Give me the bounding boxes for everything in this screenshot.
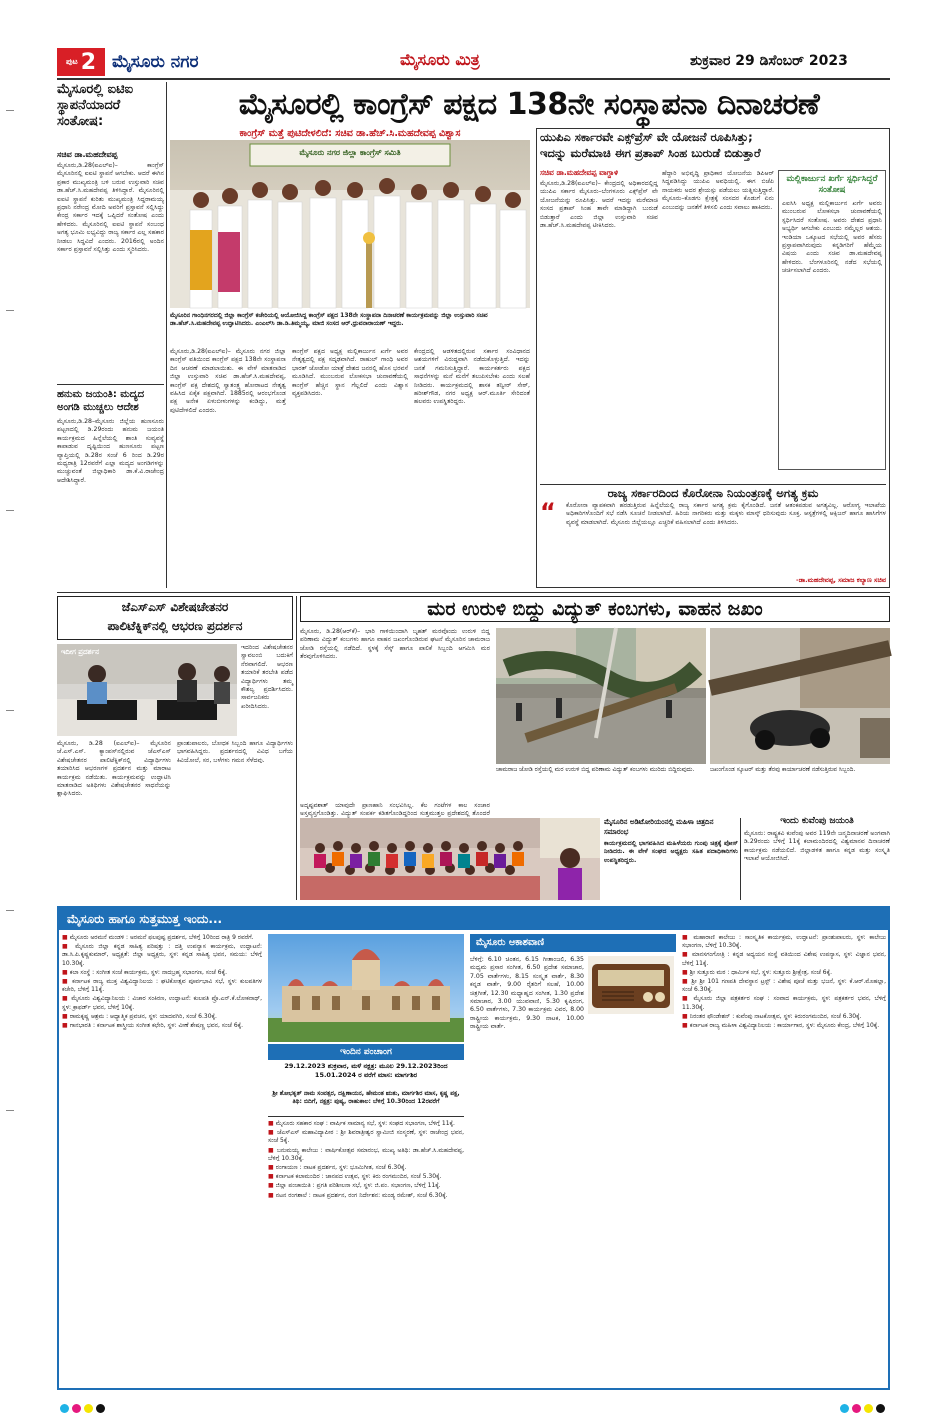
bullet-icon: ■: [268, 1182, 276, 1190]
expressway-body-col1: ಮೈಸೂರು,ಡಿ.28(ಐಎಲ್‌ಐ)– ಕೇಂದ್ರದಲ್ಲಿ ಅಧಿಕಾರದಲ್ಲಿದ್ದ ಯುಪಿಎ ಸರ್ಕಾರ ಮೈಸೂರು–ಬೆಂಗಳೂರು ಎಕ್ಸ್‌ಪ್ರೆಸ್ ವೇ ಯೋಜನೆಯನ್ನು ರೂಪಿಸಿತ್ತು. ಆದರೆ ಇದನ್ನು ಮರೆಮಾಚಿ ಸಂಸದ ಪ್ರತಾಪ್ ಸಿಂಹ ತಾವೇ ಮಾಡಿದ್ದಾಗಿ ಬುರುಡೆ ಬಿಡುತ್ತಾರೆ ಎಂದು ಜಿಲ್ಲಾ ಉಸ್ತುವಾರಿ ಸಚಿವ ಡಾ.ಹೆಚ್.ಸಿ.ಮಹದೇವಪ್ಪ ಟೀಕಿಸಿದರು.: [540, 180, 658, 230]
event-item: [268, 1192, 464, 1200]
event-item: [682, 1013, 886, 1021]
jss-side-body: ಇದರಿಂದ ವಿಶೇಷಚೇತನರ ಸ್ವಾವಲಂಬಿ ಬದುಕಿಗೆ ನೆರವಾಗಲಿದೆ. ಆಭರಣ ತಯಾರಿಕೆ ತರಬೇತಿ ಪಡೆದ ವಿದ್ಯಾರ್ಥಿಗಳು ತಮ್ಮ ಕೌಶಲ್ಯ ಪ್ರದರ್ಶಿಸಿದರು. ಸಾರ್ವಜನಿಕರು ಖರೀದಿಸಿದರು.: [241, 644, 293, 710]
registration-dot: [876, 1404, 885, 1413]
registration-mark: [6, 510, 14, 511]
event-item: [62, 934, 262, 942]
event-item: [268, 1173, 464, 1181]
main-body-col2: ಕಾಂಗ್ರೆಸ್ ಪಕ್ಷದ ಅಧ್ಯಕ್ಷ ಮಲ್ಲಿಕಾರ್ಜುನ ಖರ್ಗೆ ಅವರ ನೇತೃತ್ವದಲ್ಲಿ ಪಕ್ಷ ಸದೃಢವಾಗಿದೆ. ರಾಹುಲ್ ಗಾಂಧಿ ಅವರ ಭಾರತ್ ಜೋಡೋ ಯಾತ್ರೆ ದೇಶದ ಜನರಲ್ಲಿ ಹೊಸ ಭರವಸೆ ಮೂಡಿಸಿದೆ. ಮುಂಬರುವ ಲೋಕಸಭಾ ಚುನಾವಣೆಯಲ್ಲಿ ಕಾಂಗ್ರೆಸ್ ಹೆಚ್ಚಿನ ಸ್ಥಾನ ಗೆಲ್ಲಲಿದೆ ಎಂದು ವಿಶ್ವಾಸ ವ್ಯಕ್ತಪಡಿಸಿದರು.: [292, 348, 408, 398]
bullet-icon: ■: [682, 995, 694, 1003]
bullet-icon: ■: [682, 934, 694, 941]
header-rule: [57, 78, 890, 80]
today-col1: [62, 934, 262, 1386]
kuvempu-headline: ಇಂದು ಕುವೆಂಪು ಜಯಂತಿ: [780, 816, 854, 826]
today-col3: [682, 934, 886, 1386]
bullet-icon: ■: [268, 1129, 278, 1137]
page-number-badge: [57, 48, 105, 76]
registration-dot: [852, 1404, 861, 1413]
jss-exhibition-photo: [57, 644, 237, 736]
bullet-icon: ■: [268, 1120, 276, 1127]
kharge-headline: ಮಲ್ಲಿಕಾರ್ಜುನ ಖರ್ಗೆ ಸ್ಪರ್ಧಿಸಿದ್ದರೆ ಸಂತೋಷ: [786, 174, 878, 195]
event-text: ಮಹಾರಾಣಿ ಕಾಲೇಜು : ಸಾಂಸ್ಕೃತಿಕ ಕಾರ್ಯಕ್ರಮ, ಉದ್ಘಾಟನೆ: ಪ್ರಾಂಶುಪಾಲರು, ಸ್ಥಳ: ಕಾಲೇಜು ಸಭಾಂಗಣ, ಬೆಳಿಗ್ಗೆ 10.30ಕ್ಕೆ.: [682, 934, 887, 950]
iit-subhead: ಸಚಿವ ಡಾ.ಮಹದೇವಪ್ಪ: [57, 150, 118, 159]
panchanga-body: ಶ್ರೀ ಶೋಭಕೃತ್ ನಾಮ ಸಂವತ್ಸರ, ದಕ್ಷಿಣಾಯನ, ಹೇಮಂತ ಋತು, ಮಾರ್ಗಶಿರ ಮಾಸ, ಕೃಷ್ಣ ಪಕ್ಷ, ತಿಥಿ: ಬಿದಿಗೆ, ನಕ್ಷತ್ರ: ಪುಷ್ಯ, ರಾಹುಕಾಲ: ಬೆಳಿಗ್ಗೆ 10.30ರಿಂದ 12ರವರೆಗೆ: [272, 1090, 460, 1105]
bullet-icon: ■: [62, 968, 70, 976]
event-item: [682, 934, 886, 950]
event-item: [682, 995, 886, 1011]
iit-headline: ಮೈಸೂರಲ್ಲಿ ಐಟಿಐ ಸ್ಥಾಪನೆಯಾದರೆ ಸಂತೋಷ:: [57, 82, 133, 129]
event-text: ರಂಗಾಯಣ : ನಾಟಕ ಪ್ರದರ್ಶನ, ಸ್ಥಳ: ಭೂಮಿಗೀತ, ಸಂಜೆ 6.30ಕ್ಕೆ.: [275, 1164, 407, 1172]
tree-caption-2: ಜಖಂಗೊಂಡ ಸ್ಕೂಟರ್ ಮತ್ತು ತೆರವು ಕಾರ್ಯಾಚರಣೆ ನಡೆಸುತ್ತಿರುವ ಸಿಬ್ಬಂದಿ.: [710, 766, 856, 773]
panchanga-dates: 29.12.2023 ಶುಕ್ರವಾರ, ಮಳೆ ನಕ್ಷತ್ರ: ಮೂಲ 29.12.2023ರಿಂದ 15.01.2024 ರ ವರೆಗೆ ಮಾಸ: ಮಾರ್ಗಶಿರ: [284, 1062, 448, 1079]
jss-body-2: ಪ್ರಾಂಶುಪಾಲರು, ಬೋಧಕ ಸಿಬ್ಬಂದಿ ಹಾಗೂ ವಿದ್ಯಾರ್ಥಿಗಳು ಭಾಗವಹಿಸಿದ್ದರು. ಪ್ರದರ್ಶನದಲ್ಲಿ ವಿವಿಧ ಬಗೆಯ ಕಿವಿಯೋಲೆ, ಸರ, ಬಳೆಗಳು ಗಮನ ಸೆಳೆದವು.: [177, 740, 293, 764]
registration-mark: [6, 710, 14, 711]
bullet-icon: ■: [62, 1012, 70, 1020]
main-body-col1: ಮೈಸೂರು,ಡಿ.28(ಐಎಲ್‌ಐ)– ಮೈಸೂರು ನಗರ ಜಿಲ್ಲಾ ಕಾಂಗ್ರೆಸ್ ವತಿಯಿಂದ ಕಾಂಗ್ರೆಸ್ ಪಕ್ಷದ 138ನೇ ಸಂಸ್ಥಾಪನಾ ದಿನ ಆಚರಣೆ ಮಾಡಲಾಯಿತು. ಈ ವೇಳೆ ಮಾತನಾಡಿದ ಜಿಲ್ಲಾ ಉಸ್ತುವಾರಿ ಸಚಿವ ಡಾ.ಹೆಚ್.ಸಿ.ಮಹದೇವಪ್ಪ, ಕಾಂಗ್ರೆಸ್ ಪಕ್ಷ ದೇಶದಲ್ಲಿ ಸ್ವಾತಂತ್ರ್ಯ ಹೋರಾಟದ ನೇತೃತ್ವ ವಹಿಸಿದ ಏಕೈಕ ಪಕ್ಷವಾಗಿದೆ. 1885ರಲ್ಲಿ ಆರಂಭಗೊಂಡ ಪಕ್ಷ ಅನೇಕ ಏಳುಬೀಳುಗಳನ್ನು ಕಂಡಿದ್ದು, ಮತ್ತೆ ಪುಟಿದೇಳಲಿದೆ ಎಂದರು.: [170, 348, 286, 414]
expressway-byline: ಸಚಿವ ಡಾ.ಮಹದೇವಪ್ಪ ವಾಗ್ದಾಳಿ: [540, 168, 619, 177]
event-text: ರಾಮಕೃಷ್ಣ ಆಶ್ರಮ : ಆಧ್ಯಾತ್ಮಿಕ ಪ್ರವಚನ, ಸ್ಥಳ: ಯಾದವಗಿರಿ, ಸಂಜೆ 6.30ಕ್ಕೆ.: [69, 1012, 217, 1020]
bullet-icon: ■: [268, 1164, 276, 1172]
radio-icon: [588, 956, 674, 1014]
expressway-headline-1: ಯುಪಿಎ ಸರ್ಕಾರವೇ ಎಕ್ಸ್‌ಪ್ರೆಸ್ ವೇ ಯೋಜನೆ ರೂಪಿಸಿತ್ತು;: [540, 130, 753, 144]
quote-icon: “: [540, 498, 556, 526]
event-text: ಜಿಲ್ಲಾ ಪಂಚಾಯಿತಿ : ಪ್ರಗತಿ ಪರಿಶೀಲನಾ ಸಭೆ, ಸ್ಥಳ: ಜಿ.ಪಂ. ಸಭಾಂಗಣ, ಬೆಳಿಗ್ಗೆ 11ಕ್ಕೆ.: [275, 1182, 441, 1190]
event-item: [268, 1147, 464, 1163]
bullet-icon: ■: [62, 943, 76, 951]
jss-photo-text: ಇದೀಗ ಪ್ರದರ್ಶನ: [61, 648, 99, 656]
event-text: ಕಲಾ ಸಂಸ್ಥೆ : ಸಂಗೀತ ಸಂಜೆ ಕಾರ್ಯಕ್ರಮ, ಸ್ಥಳ: ನಾದಬ್ರಹ್ಮ ಸಭಾಂಗಣ, ಸಂಜೆ 6ಕ್ಕೆ.: [69, 968, 228, 976]
bullet-icon: ■: [268, 1173, 276, 1181]
tree-headline: ಮರ ಉರುಳಿ ಬಿದ್ದು ವಿದ್ಯುತ್ ಕಂಬಗಳು, ವಾಹನ ಜಖಂ: [427, 598, 763, 620]
column-rule: [166, 82, 167, 588]
event-text: ಕರ್ನಾಟಕ ರಾಜ್ಯ ಮುಕ್ತ ವಿಶ್ವವಿದ್ಯಾನಿಲಯ : ಘಟಿಕೋತ್ಸವ ಪೂರ್ವಭಾವಿ ಸಭೆ, ಸ್ಥಳ: ಕುಲಪತಿಗಳ ಕಚೇರಿ, ಬೆಳಿಗ್ಗೆ 11ಕ್ಕೆ.: [62, 978, 262, 994]
registration-mark: [6, 310, 14, 311]
tree-body-col1: ಮೈಸೂರು, ಡಿ.28(ಆರ್‌ಕೆ)– ಭಾರಿ ಗಾಳಿಯಿಂದಾಗಿ ಬೃಹತ್ ಮರವೊಂದು ಉರುಳಿ ಬಿದ್ದ ಪರಿಣಾಮ ವಿದ್ಯುತ್ ಕಂಬಗಳು ಹಾಗೂ ವಾಹನ ಜಖಂಗೊಂಡಿರುವ ಘಟನೆ ಮೈಸೂರಿನ ಚಾಮರಾಜ ಜೋಡಿ ರಸ್ತೆಯಲ್ಲಿ ನಡೆದಿದೆ. ಸ್ಥಳಕ್ಕೆ ಸೆಸ್ಕ್ ಹಾಗೂ ಪಾಲಿಕೆ ಸಿಬ್ಬಂದಿ ಆಗಮಿಸಿ ಮರ ತೆರವುಗೊಳಿಸಿದರು.: [300, 628, 490, 661]
event-text: ಮೈಸೂರು ಜಿಲ್ಲಾ ಪತ್ರಕರ್ತರ ಸಂಘ : ಸಂವಾದ ಕಾರ್ಯಕ್ರಮ, ಸ್ಥಳ: ಪತ್ರಕರ್ತರ ಭವನ, ಬೆಳಿಗ್ಗೆ 11.30ಕ್ಕೆ.: [682, 995, 886, 1011]
event-text: ಶ್ರೀ ಸುತ್ತೂರು ಮಠ : ಧಾರ್ಮಿಕ ಸಭೆ, ಸ್ಥಳ: ಸುತ್ತೂರು ಶ್ರೀಕ್ಷೇತ್ರ, ಸಂಜೆ 6ಕ್ಕೆ.: [689, 968, 833, 976]
expressway-headline-2: ಇದನ್ನು ಮರೆಮಾಚಿ ಈಗ ಪ್ರತಾಪ್ ಸಿಂಹ ಬುರುಡೆ ಬಿಡುತ್ತಾರೆ: [540, 146, 761, 160]
expressway-body-col2: ಹೆದ್ದಾರಿ ಅಭಿವೃದ್ಧಿ ಪ್ರಾಧಿಕಾರ ಯೋಜನೆಯ ಡಿಪಿಆರ್ ಸಿದ್ಧಪಡಿಸಿದ್ದು ಯುಪಿಎ ಅವಧಿಯಲ್ಲಿ. ಈಗ ಬಿಜೆಪಿ ನಾಯಕರು ಅದರ ಶ್ರೇಯಸ್ಸು ಪಡೆಯಲು ಯತ್ನಿಸುತ್ತಿದ್ದಾರೆ. ಮೈಸೂರು–ಕೊಡಗು ಕ್ಷೇತ್ರಕ್ಕೆ ಸಂಸದರ ಕೊಡುಗೆ ಏನು ಎಂಬುದನ್ನು ಜನತೆಗೆ ತಿಳಿಸಲಿ ಎಂದು ಸವಾಲು ಹಾಕಿದರು.: [662, 170, 774, 211]
radio-schedule: ಬೆಳಿಗ್ಗೆ: 6.10 ಚಿಂತನ, 6.15 ಗೀತಾಂಜಲಿ, 6.35 ಮಧ್ಯಮ ಪ್ರಸಾರ ಸಂಗೀತ, 6.50 ಪ್ರದೇಶ ಸಮಾಚಾರ, 7.05 ವಾರ್ತೆಗಳು, 8.15 ಸಂಸ್ಕೃತ ವಾರ್ತೆ, 8.30 ಕನ್ನಡ ವಾರ್ತೆ, 9.00 ರೈತರಿಗೆ ಸಲಹೆ, 10.00 ಚಿತ್ರಗೀತೆ, 12.30 ಮಧ್ಯಾಹ್ನದ ಸಂಗೀತ, 1.30 ಪ್ರದೇಶ ಸಮಾಚಾರ, 3.00 ಯುವವಾಣಿ, 5.30 ಕೃಷಿರಂಗ, 6.50 ವಾರ್ತೆಗಳು, 7.30 ಕಾರ್ಯಕ್ರಮ ವಿವರ, 8.00 ರಾಷ್ಟ್ರೀಯ ಕಾರ್ಯಕ್ರಮ, 9.30 ನಾಟಕ, 10.00 ರಾಷ್ಟ್ರೀಯ ವಾರ್ತೆ.: [470, 956, 584, 1031]
event-text: ಮೈಸೂರು ಜಿಲ್ಲಾ ಕನ್ನಡ ಸಾಹಿತ್ಯ ಪರಿಷತ್ತು : ದತ್ತಿ ಉಪನ್ಯಾಸ ಕಾರ್ಯಕ್ರಮ, ಉದ್ಘಾಟನೆ: ಡಾ.ಸಿ.ಪಿ.ಕೃಷ್ಣಕುಮಾರ್, ಅಧ್ಯಕ್ಷತೆ: ಜಿಲ್ಲಾ ಅಧ್ಯಕ್ಷರು, ಸ್ಥಳ: ಕನ್ನಡ ಸಾಹಿತ್ಯ ಭವನ, ಸಮಯ: ಬೆಳಿಗ್ಗೆ 10.30ಕ್ಕೆ.: [62, 943, 262, 967]
event-item: [268, 1120, 464, 1128]
tree-caption-1: ಚಾಮರಾಜ ಜೋಡಿ ರಸ್ತೆಯಲ್ಲಿ ಮರ ಉರುಳಿ ಬಿದ್ದ ಪರಿಣಾಮ ವಿದ್ಯುತ್ ಕಂಬಗಳು ಮುರಿದು ಬಿದ್ದಿರುವುದು.: [496, 766, 695, 773]
event-item: [62, 995, 262, 1011]
column-rule: [296, 596, 297, 900]
iit-body: ಮೈಸೂರು,ಡಿ.28(ಐಎಲ್‌ಐ)– ಕಾಂಗ್ರೆಸ್ ಮೈಸೂರಿನಲ್ಲಿ ಐಐಟಿ ಸ್ಥಾಪನೆ ಆಗಬೇಕು. ಆದರೆ ಈಗಿನ ಪ್ರಕಾರ ಮುಖ್ಯಮಂತ್ರಿ ಬಳಿ ಬರುವ ಉಸ್ತುವಾರಿ ಸಚಿವ ಡಾ.ಹೆಚ್.ಸಿ.ಮಹದೇವಪ್ಪ ತಿಳಿಸಿದ್ದಾರೆ. ಮೈಸೂರಿನಲ್ಲಿ ಐಐಟಿ ಸ್ಥಾಪನೆ ಕುರಿತು ಮುಖ್ಯಮಂತ್ರಿ ಸಿದ್ದರಾಮಯ್ಯ ಪ್ರಧಾನಿ ನರೇಂದ್ರ ಮೋದಿ ಅವರಿಗೆ ಪ್ರಸ್ತಾವನೆ ಸಲ್ಲಿಸಿದ್ದು ಕೇಂದ್ರ ಸರ್ಕಾರ ಇದಕ್ಕೆ ಒಪ್ಪಿದರೆ ಸಂತೋಷ ಎಂದು ಹೇಳಿದರು. ಮೈಸೂರಿನಲ್ಲಿ ಐಐಟಿ ಸ್ಥಾಪನೆ ಸಂಬಂಧ ಅಗತ್ಯ ಭೂಮಿ ಲಭ್ಯವಿದ್ದು ರಾಜ್ಯ ಸರ್ಕಾರ ಎಲ್ಲ ಸಹಕಾರ ನೀಡಲು ಸಿದ್ಧವಿದೆ ಎಂದರು. 2016ರಲ್ಲಿ ಅಂದಿನ ಸರ್ಕಾರ ಪ್ರಸ್ತಾವನೆ ಸಲ್ಲಿಸಿತ್ತು ಎಂದು ಸ್ಮರಿಸಿದರು.: [57, 162, 164, 254]
bullet-icon: ■: [62, 1022, 70, 1030]
hanuma-headline: ಹನುಮ ಜಯಂತಿ: ಮದ್ಯದ ಅಂಗಡಿ ಮುಚ್ಚಲು ಆದೇಶ: [57, 389, 145, 413]
event-text: ಗಾನಭಾರತಿ : ಕರ್ನಾಟಕ ಶಾಸ್ತ್ರೀಯ ಸಂಗೀತ ಕಛೇರಿ, ಸ್ಥಳ: ವೀಣೆ ಶೇಷಣ್ಣ ಭವನ, ಸಂಜೆ 6ಕ್ಕೆ.: [69, 1022, 244, 1030]
event-item: [268, 1129, 464, 1145]
registration-dot: [864, 1404, 873, 1413]
radio-title: ಮೈಸೂರು ಆಕಾಶವಾಣಿ: [470, 934, 676, 952]
registration-mark: [6, 1110, 14, 1111]
registration-dot: [96, 1404, 105, 1413]
event-item: [268, 1164, 464, 1172]
event-item: [62, 1022, 262, 1030]
today-title: ಮೈಸೂರು ಹಾಗೂ ಸುತ್ತಮುತ್ತ ಇಂದು...: [59, 908, 888, 930]
bullet-icon: ■: [682, 1022, 690, 1030]
newspaper-brand: ಮೈಸೂರು ಮಿತ್ರ: [400, 50, 480, 69]
page-label: ಪುಟ: [65, 57, 78, 66]
event-banner: ಮೈಸೂರು ನಗರ ಜಿಲ್ಲಾ ಕಾಂಗ್ರೆಸ್ ಸಮಿತಿ: [299, 148, 401, 157]
event-text: ಕರ್ನಾಟಕ ರಾಜ್ಯ ಮಹಿಳಾ ವಿಶ್ವವಿದ್ಯಾನಿಲಯ : ಕಾರ್ಯಾಗಾರ, ಸ್ಥಳ: ಮೈಸೂರು ಕೇಂದ್ರ, ಬೆಳಿಗ್ಗೆ 10ಕ್ಕೆ.: [689, 1022, 880, 1030]
bullet-icon: ■: [682, 1012, 690, 1020]
jss-body: ಮೈಸೂರು, ಡಿ.28 (ಐಎಲ್‌ಐ)– ಮೈಸೂರಿನ ಜೆ.ಎಸ್.ಎಸ್. ಕ್ಯಾಂಪಸ್‌ನಲ್ಲಿರುವ ಜೆಎಸ್‌ಎಸ್ ವಿಶೇಷಚೇತನರ ಪಾಲಿಟೆಕ್ನಿಕ್‌ನಲ್ಲಿ ವಿದ್ಯಾರ್ಥಿಗಳು ತಯಾರಿಸಿದ ಆಭರಣಗಳ ಪ್ರದರ್ಶನ ಮತ್ತು ಮಾರಾಟ ಕಾರ್ಯಕ್ರಮ ನಡೆಯಿತು. ಕಾರ್ಯಕ್ರಮವನ್ನು ಉದ್ಘಾಟಿಸಿ ಮಾತನಾಡಿದ ಅತಿಥಿಗಳು ವಿಶೇಷಚೇತನರ ಸಾಧನೆಯನ್ನು ಶ್ಲಾಘಿಸಿದರು.: [57, 740, 171, 798]
damaged-scooter-photo: [710, 628, 890, 764]
bullet-icon: ■: [682, 978, 692, 986]
women-headline: ಮೈಸೂರಿನ ಅಡಿಟೋರಿಯಂನಲ್ಲಿ ಮಹಿಳಾ ಚಿತ್ರದಿನ ಸಮಾರಂಭ: [604, 818, 714, 836]
main-headline: ಮೈಸೂರಲ್ಲಿ ಕಾಂಗ್ರೆಸ್ ಪಕ್ಷದ 138ನೇ ಸಂಸ್ಥಾಪನಾ ದಿನಾಚರಣೆ: [238, 86, 820, 122]
congress-event-photo: [170, 140, 530, 308]
kharge-body: ಎಐಸಿಸಿ ಅಧ್ಯಕ್ಷ ಮಲ್ಲಿಕಾರ್ಜುನ ಖರ್ಗೆ ಅವರು ಮುಂಬರುವ ಲೋಕಸಭಾ ಚುನಾವಣೆಯಲ್ಲಿ ಸ್ಪರ್ಧಿಸಿದರೆ ಸಂತೋಷ. ಅವರು ದೇಶದ ಪ್ರಧಾನಿ ಅಭ್ಯರ್ಥಿ ಆಗಬೇಕು ಎಂಬುದು ನಮ್ಮೆಲ್ಲರ ಆಶಯ. ಇಂಡಿಯಾ ಒಕ್ಕೂಟದ ಸಭೆಯಲ್ಲಿ ಅವರ ಹೆಸರು ಪ್ರಸ್ತಾಪವಾಗಿರುವುದು ಕನ್ನಡಿಗರಿಗೆ ಹೆಮ್ಮೆಯ ವಿಷಯ ಎಂದು ಸಚಿವ ಡಾ.ಮಹದೇವಪ್ಪ ಹೇಳಿದರು. ಬೆಂಗಳೂರಿನಲ್ಲಿ ನಡೆದ ಸಭೆಯಲ್ಲಿ ಚರ್ಚಿಸಲಾಗಿದೆ ಎಂದರು.: [782, 200, 882, 275]
event-text: ಕರ್ನಾಟಕ ಕಲಾಮಂದಿರ : ಜಾನಪದ ಉತ್ಸವ, ಸ್ಥಳ: ಕಿರು ರಂಗಮಂದಿರ, ಸಂಜೆ 5.30ಕ್ಕೆ.: [275, 1173, 442, 1181]
event-item: [268, 1182, 464, 1190]
divider: [268, 1116, 464, 1117]
event-item: [62, 978, 262, 994]
event-item: [62, 969, 262, 977]
event-text: ನಟನ ರಂಗಶಾಲೆ : ನಾಟಕ ಪ್ರದರ್ಶನ, ರಂಗ ನಿರ್ದೇಶನ: ಮಂಡ್ಯ ರಮೇಶ್, ಸಂಜೆ 6.30ಕ್ಕೆ.: [275, 1191, 448, 1199]
jss-headline-2: ಪಾಲಿಟೆಕ್ನಿಕ್‌ನಲ್ಲಿ ಆಭರಣ ಪ್ರದರ್ಶನ: [107, 619, 243, 633]
page-number: 2: [80, 49, 97, 75]
event-item: [62, 943, 262, 968]
event-item: [682, 951, 886, 967]
corona-body: ಕೊರೋನಾ ವ್ಯಾಪಕವಾಗಿ ಹರಡುತ್ತಿರುವ ಹಿನ್ನೆಲೆಯಲ್ಲಿ ರಾಜ್ಯ ಸರ್ಕಾರ ಅಗತ್ಯ ಕ್ರಮ ಕೈಗೊಂಡಿದೆ. ಜನತೆ ಆತಂಕಪಡುವ ಅಗತ್ಯವಿಲ್ಲ. ಆರೋಗ್ಯ ಇಲಾಖೆಯ ಅಧಿಕಾರಿಗಳೊಂದಿಗೆ ಸಭೆ ನಡೆಸಿ ಸೂಚನೆ ನೀಡಲಾಗಿದೆ. ಹಿರಿಯ ನಾಗರಿಕರು ಮತ್ತು ಮಕ್ಕಳು ಮಾಸ್ಕ್ ಧರಿಸುವುದು ಸೂಕ್ತ. ಆಸ್ಪತ್ರೆಗಳಲ್ಲಿ ಆಕ್ಸಿಜನ್ ಹಾಗೂ ಹಾಸಿಗೆಗಳ ವ್ಯವಸ್ಥೆ ಮಾಡಲಾಗಿದೆ. ಮೈಸೂರು ಜಿಲ್ಲೆಯಲ್ಲೂ ಎಚ್ಚರಿಕೆ ವಹಿಸಲಾಗಿದೆ ಎಂದು ತಿಳಿಸಿದರು.: [566, 502, 886, 526]
event-text: ಮಾನಸಗಂಗೋತ್ರಿ : ಕನ್ನಡ ಅಧ್ಯಯನ ಸಂಸ್ಥೆ ವತಿಯಿಂದ ವಿಶೇಷ ಉಪನ್ಯಾಸ, ಸ್ಥಳ: ವಿಜ್ಞಾನ ಭವನ, ಬೆಳಿಗ್ಗೆ 11ಕ್ಕೆ.: [682, 951, 887, 967]
registration-dot: [84, 1404, 93, 1413]
bullet-icon: ■: [268, 1191, 276, 1199]
bullet-icon: ■: [62, 978, 73, 986]
tree-body-col2: ಅದೃಷ್ಟವಶಾತ್ ಯಾವುದೇ ಪ್ರಾಣಹಾನಿ ಸಂಭವಿಸಿಲ್ಲ. ಕೆಲ ಗಂಟೆಗಳ ಕಾಲ ಸಂಚಾರ ಅಸ್ತವ್ಯಸ್ತಗೊಂಡಿತ್ತು. ವಿದ್ಯುತ್ ಸಂಪರ್ಕ ಕಡಿತಗೊಂಡಿದ್ದರಿಂದ ಸುತ್ತಮುತ್ತಲ ಪ್ರದೇಶದಲ್ಲಿ ತೊಂದರೆ: [300, 802, 490, 818]
women-group-photo: [300, 818, 600, 900]
hanuma-body: ಮೈಸೂರು,ಡಿ.28–ಮೈಸೂರು ಜಿಲ್ಲೆಯ ಹುಣಸೂರು ಪಟ್ಟಣದಲ್ಲಿ ಡಿ.29ರಂದು ಹನುಮ ಜಯಂತಿ ಕಾರ್ಯಕ್ರಮದ ಹಿನ್ನೆಲೆಯಲ್ಲಿ ಶಾಂತಿ ಸುವ್ಯವಸ್ಥೆ ಕಾಪಾಡುವ ದೃಷ್ಟಿಯಿಂದ ಹುಣಸೂರು ಪಟ್ಟಣ ವ್ಯಾಪ್ತಿಯಲ್ಲಿ ಡಿ.28ರ ಸಂಜೆ 6 ರಿಂದ ಡಿ.29ರ ಮಧ್ಯರಾತ್ರಿ 12ರವರೆಗೆ ಎಲ್ಲಾ ಮದ್ಯದ ಅಂಗಡಿಗಳನ್ನು ಮುಚ್ಚುವಂತೆ ಜಿಲ್ಲಾಧಿಕಾರಿ ಡಾ.ಕೆ.ವಿ.ರಾಜೇಂದ್ರ ಆದೇಶಿಸಿದ್ದಾರೆ.: [57, 418, 164, 484]
section-title: ಮೈಸೂರು ನಗರ: [112, 52, 199, 72]
main-body-col3: ಕೇಂದ್ರದಲ್ಲಿ ಆಡಳಿತದಲ್ಲಿರುವ ಸರ್ಕಾರ ಸಂವಿಧಾನದ ಆಶಯಗಳಿಗೆ ವಿರುದ್ಧವಾಗಿ ನಡೆದುಕೊಳ್ಳುತ್ತಿದೆ. ಇದನ್ನು ಜನತೆ ಗಮನಿಸುತ್ತಿದ್ದಾರೆ. ಕಾರ್ಯಕರ್ತರು ಪಕ್ಷದ ಸಾಧನೆಗಳನ್ನು ಮನೆ ಮನೆಗೆ ತಲುಪಿಸಬೇಕು ಎಂದು ಸಲಹೆ ನೀಡಿದರು. ಕಾರ್ಯಕ್ರಮದಲ್ಲಿ ಶಾಸಕ ತನ್ವೀರ್ ಸೇಠ್, ಹರೀಶ್‌ಗೌಡ, ನಗರ ಅಧ್ಯಕ್ಷ ಆರ್.ಮೂರ್ತಿ ಸೇರಿದಂತೆ ಹಲವರು ಉಪಸ್ಥಿತರಿದ್ದರು.: [414, 348, 530, 406]
issue-date: ಶುಕ್ರವಾರ 29 ಡಿಸೆಂಬರ್ 2023: [690, 53, 848, 69]
bullet-icon: ■: [62, 995, 72, 1003]
event-text: ನಿರಂತರ ಫೌಂಡೇಶನ್ : ಕುವೆಂಪು ನಾಟಕೋತ್ಸವ, ಸ್ಥಳ: ಕಿರುರಂಗಮಂದಿರ, ಸಂಜೆ 6.30ಕ್ಕೆ.: [689, 1012, 862, 1020]
event-text: ಶ್ರೀ ಶ್ರೀ 101 ಗಣಪತಿ ದೇವಸ್ಥಾನ ಟ್ರಸ್ಟ್ : ವಿಶೇಷ ಪೂಜೆ ಮತ್ತು ಭಜನೆ, ಸ್ಥಳ: ಕೆ.ಆರ್.ಮೊಹಲ್ಲಾ, ಸಂಜೆ 6.30ಕ್ಕೆ.: [682, 978, 886, 994]
registration-mark: [6, 910, 14, 911]
today-col2: [268, 1120, 464, 1386]
bullet-icon: ■: [682, 968, 690, 976]
registration-dot: [60, 1404, 69, 1413]
event-text: ಜೆಎಸ್‌ಎಸ್ ಮಹಾವಿದ್ಯಾಪೀಠ : ಶ್ರೀ ಶಿವರಾತ್ರೀಶ್ವರ ಸ್ವಾಮೀಜಿ ಸಂಸ್ಮರಣೆ, ಸ್ಥಳ: ರಾಜೇಂದ್ರ ಭವನ, ಸಂಜೆ 5ಕ್ಕೆ.: [268, 1129, 465, 1145]
event-text: ಮೈಸೂರು ವಿಶ್ವವಿದ್ಯಾನಿಲಯ : ವಿಚಾರ ಸಂಕಿರಣ, ಉದ್ಘಾಟನೆ: ಕುಲಪತಿ ಪ್ರೊ.ಎನ್.ಕೆ.ಲೋಕನಾಥ್, ಸ್ಥಳ: ಕ್ರಾಫರ್ಡ್ ಭವನ, ಬೆಳಿಗ್ಗೆ 10ಕ್ಕೆ.: [62, 995, 262, 1011]
divider: [57, 592, 890, 593]
jss-headline-1: ಜೆಎಸ್‌ಎಸ್ ವಿಶೇಷಚೇತನರ: [121, 600, 229, 614]
event-item: [62, 1013, 262, 1021]
main-subhead: ಕಾಂಗ್ರೆಸ್ ಮತ್ತೆ ಪುಟಿದೇಳಲಿದೆ: ಸಚಿವ ಡಾ.ಹೆಚ್.ಸಿ.ಮಹದೇವಪ್ಪ ವಿಶ್ವಾಸ: [239, 128, 461, 139]
registration-dot: [72, 1404, 81, 1413]
event-text: ಮೈಸೂರು ಅರಮನೆ ಮಂಡಳಿ : ಅರಮನೆ ಫಲಪುಷ್ಪ ಪ್ರದರ್ಶನ, ಬೆಳಿಗ್ಗೆ 10ರಿಂದ ರಾತ್ರಿ 9 ರವರೆಗೆ.: [69, 934, 254, 941]
event-text: ಬನುಮಯ್ಯ ಕಾಲೇಜು : ವಾರ್ಷಿಕೋತ್ಸವ ಸಮಾರಂಭ, ಮುಖ್ಯ ಅತಿಥಿ: ಡಾ.ಹೆಚ್.ಸಿ.ಮಹದೇವಪ್ಪ, ಬೆಳಿಗ್ಗೆ 10.30ಕ್ಕೆ.: [268, 1146, 464, 1162]
corona-credit: -ಡಾ.ಮಹದೇವಪ್ಪ, ಸಮಾಜ ಕಲ್ಯಾಣ ಸಚಿವ: [796, 576, 886, 584]
mysore-palace-photo: [268, 934, 464, 1042]
fallen-tree-photo: [496, 628, 706, 764]
main-photo-caption: ಮೈಸೂರಿನ ಗಾಂಧಿನಗರದಲ್ಲಿ ಜಿಲ್ಲಾ ಕಾಂಗ್ರೆಸ್ ಕಚೇರಿಯಲ್ಲಿ ಆಯೋಜಿಸಿದ್ದ ಕಾಂಗ್ರೆಸ್ ಪಕ್ಷದ 138ನೇ ಸಂಸ್ಥಾಪನಾ ದಿನಾಚರಣೆ ಕಾರ್ಯಕ್ರಮವನ್ನು ಜಿಲ್ಲಾ ಉಸ್ತುವಾರಿ ಸಚಿವ ಡಾ.ಹೆಚ್.ಸಿ.ಮಹದೇವಪ್ಪ ಉದ್ಘಾಟಿಸಿದರು. ಎಂಎಲ್‌ಸಿ ಡಾ.ಡಿ.ತಿಮ್ಮಯ್ಯ, ಮಾಜಿ ಸಂಸದ ಆರ್.ಧ್ರುವನಾರಾಯಣ್ ಇದ್ದರು.: [170, 312, 488, 327]
corona-headline: ರಾಜ್ಯ ಸರ್ಕಾರದಿಂದ ಕೊರೋನಾ ನಿಯಂತ್ರಣಕ್ಕೆ ಅಗತ್ಯ ಕ್ರಮ: [607, 486, 819, 500]
registration-mark: [6, 110, 14, 111]
event-item: [682, 1022, 886, 1030]
event-item: [682, 978, 886, 994]
bullet-icon: ■: [62, 934, 70, 941]
bullet-icon: ■: [268, 1146, 277, 1154]
bullet-icon: ■: [682, 951, 692, 959]
kuvempu-body: ಮೈಸೂರು: ರಾಷ್ಟ್ರಕವಿ ಕುವೆಂಪು ಅವರ 119ನೇ ಜನ್ಮದಿನಾಚರಣೆ ಅಂಗವಾಗಿ ಡಿ.29ರಂದು ಬೆಳಿಗ್ಗೆ 11ಕ್ಕೆ ಕಲಾಮಂದಿರದಲ್ಲಿ ವಿಶ್ವಮಾನವ ದಿನಾಚರಣೆ ಕಾರ್ಯಕ್ರಮ ನಡೆಯಲಿದೆ. ಜಿಲ್ಲಾಡಳಿತ ಹಾಗೂ ಕನ್ನಡ ಮತ್ತು ಸಂಸ್ಕೃತಿ ಇಲಾಖೆ ಆಯೋಜಿಸಿದೆ.: [744, 830, 890, 863]
panchanga-title: ಇಂದಿನ ಪಂಚಾಂಗ: [268, 1044, 464, 1060]
event-item: [682, 969, 886, 977]
event-text: ಮೈಸೂರು ಸಹಕಾರ ಸಂಘ : ವಾರ್ಷಿಕ ಸಾಮಾನ್ಯ ಸಭೆ, ಸ್ಥಳ: ಸಂಘದ ಸಭಾಂಗಣ, ಬೆಳಿಗ್ಗೆ 11ಕ್ಕೆ.: [275, 1120, 455, 1127]
women-body: ಕಾರ್ಯಕ್ರಮದಲ್ಲಿ ಭಾಗವಹಿಸಿದ ಮಹಿಳೆಯರು ಗುಂಪು ಚಿತ್ರಕ್ಕೆ ಪೋಸ್ ನೀಡಿದರು. ಈ ವೇಳೆ ಸಂಘದ ಅಧ್ಯಕ್ಷರು ಸಹಿತ ಪದಾಧಿಕಾರಿಗಳು ಉಪಸ್ಥಿತರಿದ್ದರು.: [604, 840, 738, 864]
divider: [540, 484, 886, 485]
registration-dot: [840, 1404, 849, 1413]
column-rule: [740, 818, 741, 900]
divider: [57, 384, 164, 385]
